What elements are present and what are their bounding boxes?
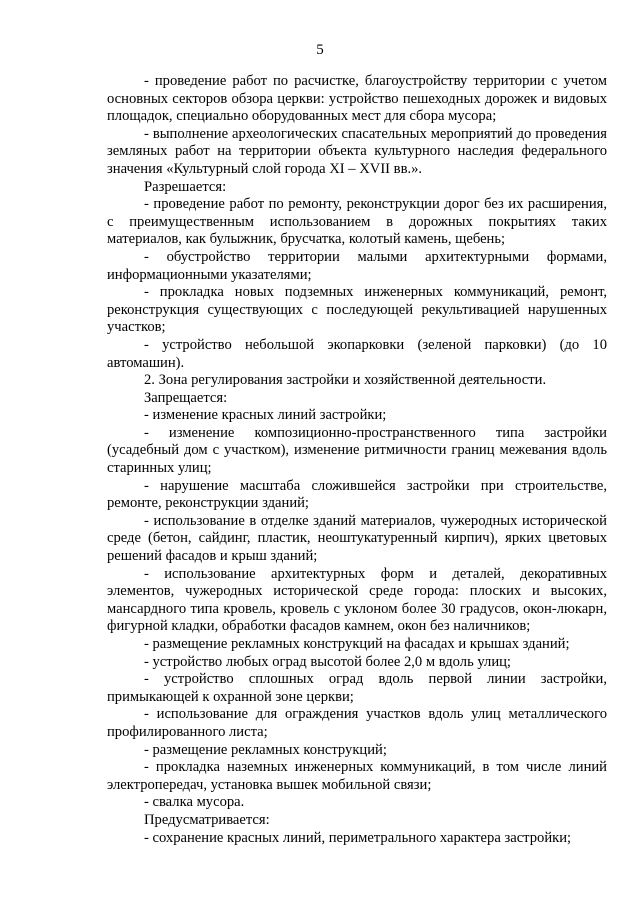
- paragraph: - изменение композиционно-пространственного типа застройки (усадебный дом с участком), изменение ритмичности границ межевания вдоль старинных улиц;: [107, 424, 607, 477]
- paragraph: - выполнение археологических спасательных мероприятий до проведения земляных работ на территории объекта культурного наследия федерального значения «Культурный слой города XI – XVII вв.».: [107, 125, 607, 177]
- paragraph: - прокладка новых подземных инженерных коммуникаций, ремонт, реконструкция существующих с последующей рекультивацией нарушенных участков;: [107, 284, 607, 336]
- paragraph: Запрещается:: [144, 389, 228, 406]
- paragraph: Предусматривается:: [144, 811, 270, 828]
- paragraph: - нарушение масштаба сложившейся застройки при строительстве, ремонте, реконструкции зданий;: [107, 477, 607, 512]
- page-number: 5: [316, 42, 324, 58]
- paragraph: - свалка мусора.: [144, 794, 245, 811]
- paragraph: - размещение рекламных конструкций на фасадах и крышах зданий;: [144, 636, 570, 652]
- paragraph: - изменение красных линий застройки;: [144, 407, 387, 424]
- paragraph: - размещение рекламных конструкций;: [144, 741, 387, 758]
- document-body: [107, 73, 607, 847]
- paragraph: Разрешается:: [144, 178, 227, 195]
- section-heading: 2. Зона регулирования застройки и хозяйственной деятельности.: [144, 372, 547, 389]
- paragraph: - устройство сплошных оград вдоль первой линии застройки, примыкающей к охранной зоне церкви;: [107, 671, 607, 705]
- paragraph: - использование для ограждения участков вдоль улиц металлического профилированного листа;: [107, 706, 607, 740]
- paragraph: - проведение работ по ремонту, реконструкции дорог без их расширения, с преимущественным использованием в дорожных покрытиях таких материалов, как булыжник, брусчатка, колотый камень, щебень;: [107, 196, 607, 248]
- paragraph: - прокладка наземных инженерных коммуникаций, в том числе линий электропередач, установка вышек мобильной связи;: [107, 759, 607, 793]
- paragraph: - обустройство территории малыми архитектурными формами, информационными указателями;: [107, 248, 607, 283]
- paragraph: - проведение работ по расчистке, благоустройству территории с учетом основных секторов обзора церкви: устройство пешеходных дорожек и видовых площадок, специально оборудованных мест для сбора мусора;: [107, 73, 607, 125]
- paragraph: - устройство любых оград высотой более 2,0 м вдоль улиц;: [144, 653, 511, 670]
- paragraph: - устройство небольшой экопарковки (зеленой парковки) (до 10 автомашин).: [107, 336, 607, 371]
- paragraph: - использование в отделке зданий материалов, чужеродных исторической среде (бетон, сайдинг, пластик, неоштукатуренный кирпич), ярких цветовых решений фасадов и крыш зданий;: [107, 512, 607, 565]
- paragraph: - сохранение красных линий, периметрального характера застройки;: [144, 829, 572, 846]
- paragraph: - использование архитектурных форм и деталей, декоративных элементов, чужеродных исторической среде города: плоских и высоких, мансардного типа кровель, кровель с уклоном более 30 градусов, окон-люкарн, фигурной кладки, обработки фасадов камнем, окон без наличников;: [107, 565, 607, 635]
